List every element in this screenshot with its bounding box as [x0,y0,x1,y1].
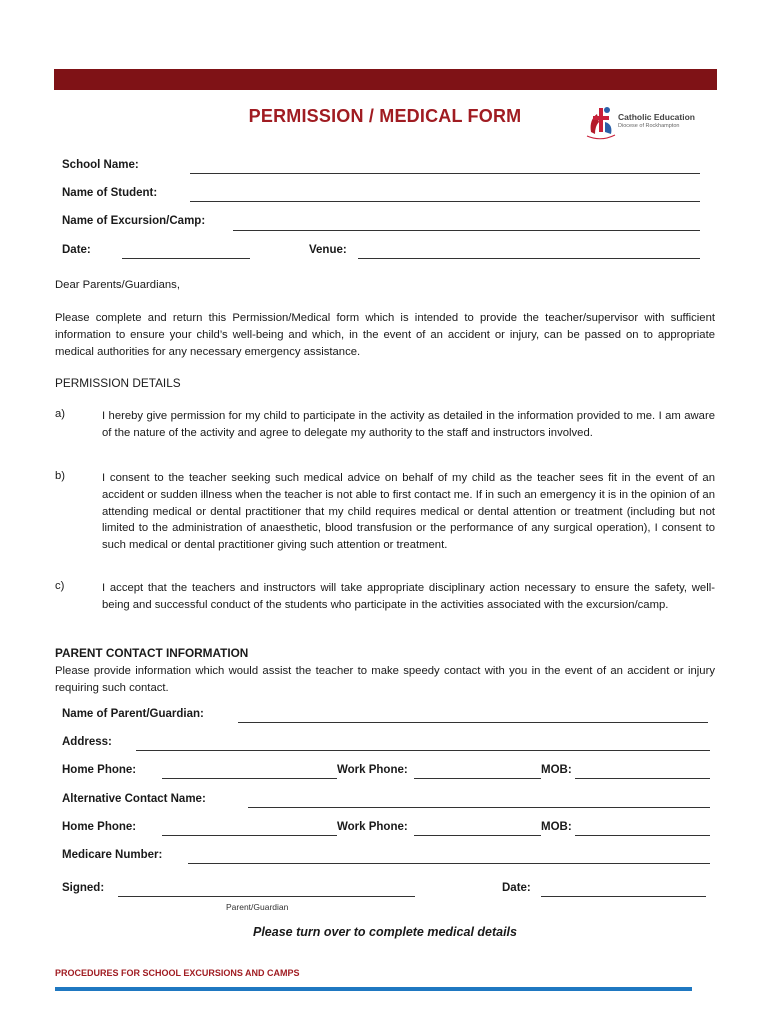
school-name-field[interactable] [190,173,700,174]
logo-subtext: Diocese of Rockhampton [618,123,680,129]
page-title: PERMISSION / MEDICAL FORM [248,106,522,126]
medicare-field[interactable] [188,863,710,864]
parent-name-field[interactable] [238,722,708,723]
sign-date-label: Date: [502,882,531,894]
venue-field[interactable] [358,258,700,259]
alt-contact-field[interactable] [248,807,710,808]
alt-mob-label: MOB: [541,821,572,833]
school-name-label: School Name: [62,159,139,171]
address-label: Address: [62,736,112,748]
mob-label: MOB: [541,764,572,776]
signature-caption: Parent/Guardian [226,902,289,912]
medicare-label: Medicare Number: [62,849,163,861]
contact-heading: PARENT CONTACT INFORMATION [55,646,249,660]
item-a-text: I hereby give permission for my child to participate in the activity as detailed in the information provided to me. I am aware of the nature of the activity and agree to delegate my authority to the staff and instructors involved. [102,410,715,439]
alt-mob-field[interactable] [575,835,710,836]
work-phone-field[interactable] [414,778,541,779]
signature-field[interactable] [118,896,415,897]
alt-work-phone-field[interactable] [414,835,541,836]
sign-date-field[interactable] [541,896,706,897]
parent-name-label: Name of Parent/Guardian: [62,708,204,720]
alt-contact-label: Alternative Contact Name: [62,793,206,805]
greeting: Dear Parents/Guardians, [55,279,180,291]
address-field[interactable] [136,750,710,751]
home-phone-label: Home Phone: [62,764,137,776]
cross-figure-icon [585,102,617,140]
item-c-text: I accept that the teachers and instructors will take appropriate disciplinary action necessary to ensure the safety, well-being and successful conduct of the students who participate in the activities associated with the excursion/camp. [102,582,715,611]
catholic-education-logo [585,102,705,140]
student-name-label: Name of Student: [62,187,158,199]
footer-rule [55,987,692,991]
home-phone-field[interactable] [162,778,337,779]
mob-field[interactable] [575,778,710,779]
excursion-label: Name of Excursion/Camp: [62,215,206,227]
footer-title: PROCEDURES FOR SCHOOL EXCURSIONS AND CAMPS [55,968,300,978]
alt-home-phone-field[interactable] [162,835,337,836]
date-label: Date: [62,244,91,256]
date-field[interactable] [122,258,250,259]
alt-home-phone-label: Home Phone: [62,821,137,833]
work-phone-label: Work Phone: [337,764,408,776]
logo-text: Catholic Education [618,112,695,122]
student-name-field[interactable] [190,201,700,202]
item-b-text: I consent to the teacher seeking such medical advice on behalf of my child as the teacher sees fit in the event of an accident or sudden illness when the teacher is not able to first contact me. If in such an emergency it is in the opinion of an attending medical or dental practitioner that my child requires medical or dental attention or treatment (including but not limited to the administration of anaesthetic, blood transfusion or the performance of any surgical operation), I consent to such medical or dental practitioner giving such attention or treatment. [102,472,715,552]
venue-label: Venue: [309,244,347,256]
signed-label: Signed: [62,882,105,894]
item-b-letter: b) [55,470,66,482]
item-a-letter: a) [55,408,66,420]
alt-work-phone-label: Work Phone: [337,821,408,833]
item-c-letter: c) [55,580,65,592]
turn-over-note: Please turn over to complete medical details [253,925,517,939]
intro-paragraph: Please complete and return this Permission/Medical form which is intended to provide the teacher/supervisor with sufficient information to ensure your child’s well-being and which, in the event of an accident or injury, can be passed on to appropriate medical authorities for any necessary emergency assistance. [55,312,715,358]
header-bar [54,69,717,90]
permission-heading: PERMISSION DETAILS [55,376,181,390]
excursion-field[interactable] [233,230,700,231]
contact-intro: Please provide information which would assist the teacher to make speedy contact with you in the event of an accident or injury requiring such contact. [55,665,715,694]
